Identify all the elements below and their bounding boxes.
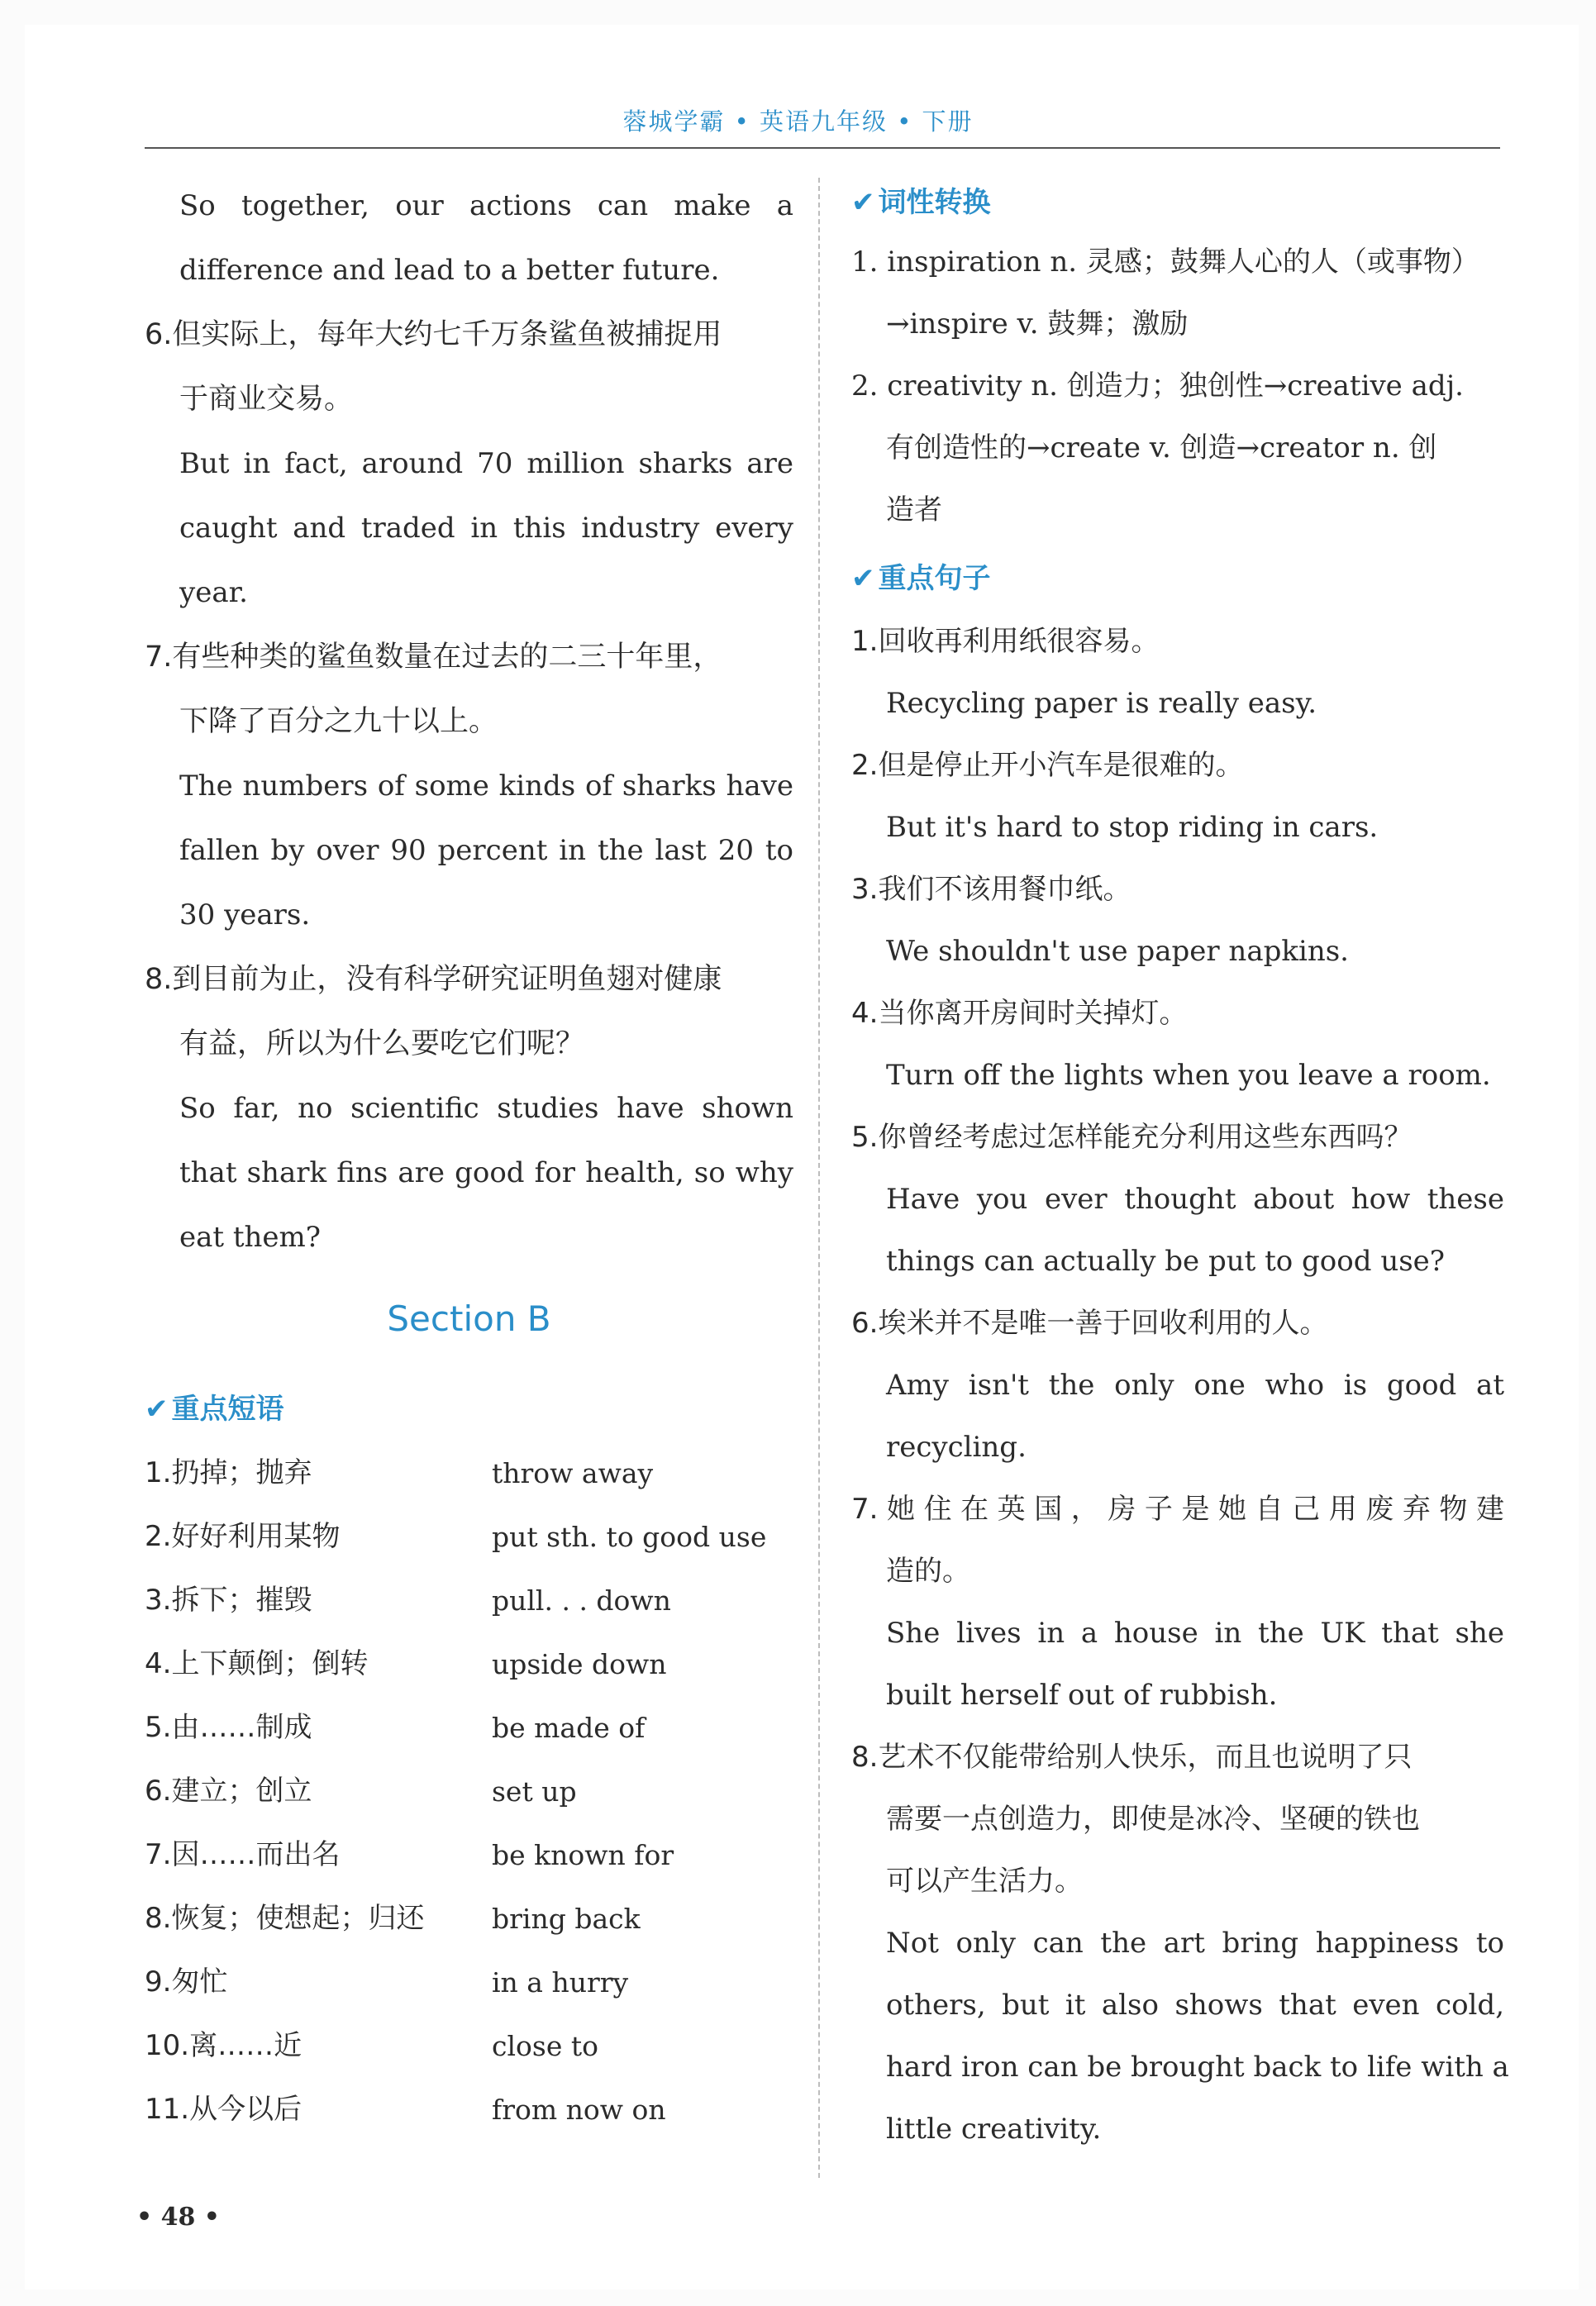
wordform-line: →inspire v. 鼓舞；激励 (886, 307, 1189, 341)
phrase-chinese: 6.建立；创立 (145, 1775, 312, 1808)
english-line: little creativity. (886, 2113, 1102, 2146)
phrase-row (145, 1951, 793, 2014)
wordform-line: 2. creativity n. 创造力；独创性→creative adj. (851, 369, 1464, 403)
sentence-lines (851, 611, 1509, 2161)
phrase-row (145, 1696, 793, 1760)
page-number: • 48 • (136, 2203, 220, 2232)
english-line: Not only can the art bring happiness to (886, 1927, 1504, 1960)
wordform-line: 有创造性的→create v. 创造→creator n. 创 (886, 431, 1437, 465)
right-column (851, 174, 1509, 2161)
phrases-heading (145, 1377, 793, 1441)
left-translation-lines (145, 174, 793, 1270)
sentences-heading (851, 546, 1504, 611)
phrase-row (145, 2014, 793, 2078)
chinese-line: 8.艺术不仅能带给别人快乐，而且也说明了只 (851, 1741, 1413, 1774)
english-line: 30 years. (179, 898, 311, 931)
english-line: eat them? (179, 1221, 322, 1254)
phrase-english: from now on (492, 2094, 666, 2126)
phrase-english: set up (492, 1775, 577, 1808)
english-line: things can actually be put to good use? (886, 1245, 1446, 1278)
phrase-chinese: 9.匆忙 (145, 1965, 228, 1999)
chinese-line: 下降了百分之九十以上。 (179, 705, 498, 738)
chinese-line: 6.埃米并不是唯一善于回收利用的人。 (851, 1307, 1328, 1340)
phrase-chinese: 3.拆下；摧毁 (145, 1584, 312, 1617)
phrase-chinese: 5.由……制成 (145, 1711, 312, 1744)
phrase-english: in a hurry (492, 1966, 629, 1999)
chinese-line: 有益，所以为什么要吃它们呢？ (179, 1027, 585, 1060)
phrase-chinese: 10.离……近 (145, 2029, 303, 2062)
chinese-line: 2.但是停止开小汽车是很难的。 (851, 749, 1244, 782)
phrase-row (145, 1505, 793, 1569)
english-line: others, but it also shows that even cold, (886, 1989, 1504, 2022)
wordform-heading (851, 174, 1504, 231)
wordform-lines (851, 231, 1504, 541)
phrase-english: upside down (492, 1648, 667, 1680)
english-line: The numbers of some kinds of sharks have (179, 769, 793, 803)
chinese-line: 造的。 (886, 1555, 970, 1588)
phrase-row (145, 1441, 793, 1505)
wordform-line: 造者 (886, 493, 942, 526)
phrase-chinese: 1.扔掉；抛弃 (145, 1456, 312, 1489)
check-icon: ✔ (851, 562, 875, 595)
phrase-english: bring back (492, 1903, 641, 1935)
phrase-chinese: 4.上下颠倒；倒转 (145, 1647, 369, 1680)
chinese-line: 8.到目前为止，没有科学研究证明鱼翅对健康 (145, 963, 722, 996)
wordform-line: 1. inspiration n. 灵感；鼓舞人心的人（或事物） (851, 245, 1479, 279)
english-line: She lives in a house in the UK that she (886, 1617, 1504, 1650)
chinese-line: 需要一点创造力，即使是冰冷、坚硬的铁也 (886, 1803, 1420, 1836)
header-rule (145, 147, 1500, 149)
english-line: year. (179, 576, 248, 609)
phrases-heading-label: 重点短语 (171, 1393, 284, 1426)
phrase-chinese: 8.恢复；使想起；归还 (145, 1902, 425, 1935)
sentences-heading-label: 重点句子 (878, 562, 991, 595)
phrase-english: put sth. to good use (492, 1521, 767, 1553)
phrase-chinese: 11.从今以后 (145, 2093, 303, 2126)
check-icon: ✔ (145, 1393, 169, 1426)
english-line: Amy isn't the only one who is good at (886, 1369, 1504, 1402)
phrase-list (145, 1441, 793, 2142)
english-line: We shouldn't use paper napkins. (886, 935, 1349, 968)
english-line: But it's hard to stop riding in cars. (886, 811, 1379, 844)
phrase-english: throw away (492, 1457, 654, 1489)
phrase-chinese: 7.因……而出名 (145, 1838, 341, 1871)
section-title: Section B (387, 1298, 551, 1339)
column-divider (818, 178, 820, 2178)
english-line: Recycling paper is really easy. (886, 687, 1317, 720)
phrase-row (145, 1887, 793, 1951)
english-line: recycling. (886, 1431, 1027, 1464)
wordform-heading-label: 词性转换 (878, 186, 991, 219)
phrase-english: close to (492, 2030, 598, 2062)
phrase-chinese: 2.好好利用某物 (145, 1520, 341, 1553)
chinese-line: 1.回收再利用纸很容易。 (851, 625, 1160, 658)
phrase-row (145, 1569, 793, 1632)
phrase-english: pull. . . down (492, 1584, 671, 1617)
phrase-row (145, 1760, 793, 1823)
english-line: difference and lead to a better future. (179, 254, 720, 287)
chinese-line: 于商业交易。 (179, 383, 354, 416)
phrase-english: be known for (492, 1839, 674, 1871)
english-line: Have you ever thought about how these (886, 1183, 1504, 1216)
english-line: fallen by over 90 percent in the last 20 to (179, 834, 793, 867)
running-header: 蓉城学霸 • 英语九年级 • 下册 (622, 107, 974, 136)
english-line: But in fact, around 70 million sharks are (179, 447, 793, 480)
chinese-line: 5.你曾经考虑过怎样能充分利用这些东西吗？ (851, 1121, 1413, 1154)
english-line: built herself out of rubbish. (886, 1679, 1278, 1712)
phrase-row (145, 1632, 793, 1696)
chinese-line: 7.她住在英国，房子是她自己用废弃物建 (851, 1493, 1504, 1526)
english-line: Turn off the lights when you leave a room. (886, 1059, 1491, 1092)
chinese-line: 3.我们不该用餐巾纸。 (851, 873, 1131, 906)
check-icon: ✔ (851, 186, 875, 219)
chinese-line: 6.但实际上，每年大约七千万条鲨鱼被捕捉用 (145, 318, 722, 351)
english-line: So far, no scientific studies have shown (179, 1092, 793, 1125)
english-line: caught and traded in this industry every (179, 512, 793, 545)
english-line: hard iron can be brought back to life with a (886, 2051, 1509, 2084)
english-line: So together, our actions can make a (179, 189, 793, 222)
chinese-line: 7.有些种类的鲨鱼数量在过去的二三十年里， (145, 641, 722, 674)
phrase-row (145, 1823, 793, 1887)
chinese-line: 4.当你离开房间时关掉灯。 (851, 997, 1188, 1030)
phrase-english: be made of (492, 1712, 646, 1744)
phrase-row (145, 2078, 793, 2142)
left-column (145, 174, 793, 2142)
chinese-line: 可以产生活力。 (886, 1865, 1083, 1898)
english-line: that shark fins are good for health, so why (179, 1156, 793, 1189)
